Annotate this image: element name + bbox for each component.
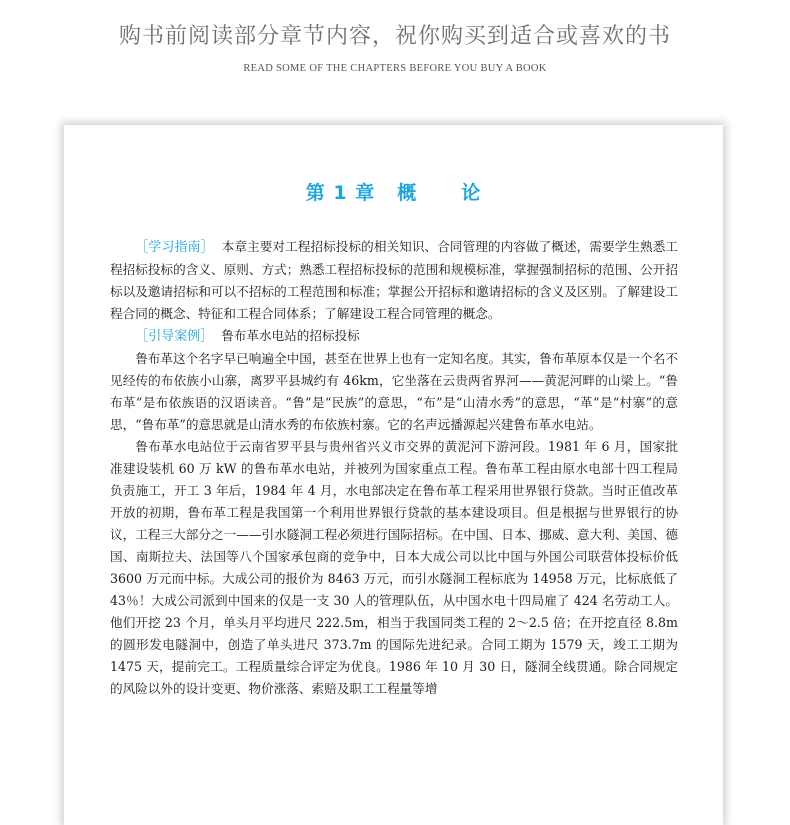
promo-header-english: READ SOME OF THE CHAPTERS BEFORE YOU BUY A BOOK (243, 63, 547, 74)
study-guide-label: ［学习指南］ (135, 240, 214, 255)
chapter-title (64, 178, 723, 205)
study-guide-text: 本章主要对工程招标投标的相关知识、合同管理的内容做了概述，需要学生熟悉工程招标投标的含义、原则、方式；熟悉工程招标投标的范围和规模标准，掌握强制招标的范围、公开招标以及邀请招标和可以不招标的工程范围和标准；掌握公开招标和邀请招标的含义及区别。了解建设工程合同的概念、特征和工程合同体系；了解建设工程合同管理的概念。 (110, 239, 678, 321)
promo-header-chinese: 购书前阅读部分章节内容，祝你购买到适合或喜欢的书 (118, 24, 671, 49)
book-page-preview (64, 125, 723, 825)
case-intro-title: 鲁布革水电站的招标投标 (221, 328, 360, 343)
body-paragraph: 鲁布革这个名字早已响遍全中国，甚至在世界上也有一定知名度。其实，鲁布革原本仅是一个名不见经传的布依族小山寨，离罗平县城约有 46km，它坐落在云贵两省界河——黄泥河畔的山梁上。“鲁布革”是布依族语的汉语读音。“鲁”是“民族”的意思，“布”是“山清水秀”的意思，“革”是“村寨”的意思，“鲁布革”的意思就是山清水秀的布依族村寨。它的名声远播源起兴建鲁布革水电站。 (110, 351, 678, 432)
chapter-title-part2: 论 (461, 182, 482, 204)
case-intro-label: ［引导案例］ (135, 329, 214, 344)
case-intro-paragraph (110, 325, 678, 348)
study-guide-paragraph (110, 236, 678, 325)
chapter-body (110, 236, 678, 700)
chapter-title-part1: 概 (397, 182, 418, 204)
chapter-number: 第 1 章 (305, 182, 376, 204)
body-paragraph: 鲁布革水电站位于云南省罗平县与贵州省兴义市交界的黄泥河下游河段。1981 年 6 月，国家批准建设装机 60 万 kW 的鲁布革水电站，并被列为国家重点工程。鲁布革工程由原水电部十四工程局负责施工，开工 3 年后，1984 年 4 月，水电部决定在鲁布革工程采用世界银行贷款。当时正值改革开放的初期，鲁布革工程是我国第一个利用世界银行贷款的基本建设项目。但是根据与世界银行的协议，工程三大部分之一——引水隧洞工程必须进行国际招标。在中国、日本、挪威、意大利、美国、德国、南斯拉夫、法国等八个国家承包商的竞争中，日本大成公司以比中国与外国公司联营体投标价低 3600 万元而中标。大成公司的报价为 8463 万元，而引水隧洞工程标底为 14958 万元，比标底低了 43％！大成公司派到中国来的仅是一支 30 人的管理队伍，从中国水电十四局雇了 424 名劳动工人。他们开挖 23 个月，单头月平均进尺 222.5m，相当于我国同类工程的 2～2.5 倍；在开挖直径 8.8m 的圆形发电隧洞中，创造了单头进尺 373.7m 的国际先进纪录。合同工期为 1579 天，竣工工期为 1475 天，提前完工。工程质量综合评定为优良。1986 年 10 月 30 日，隧洞全线贯通。除合同规定的风险以外的设计变更、物价涨落、索赔及职工工程量等增 (110, 439, 678, 696)
